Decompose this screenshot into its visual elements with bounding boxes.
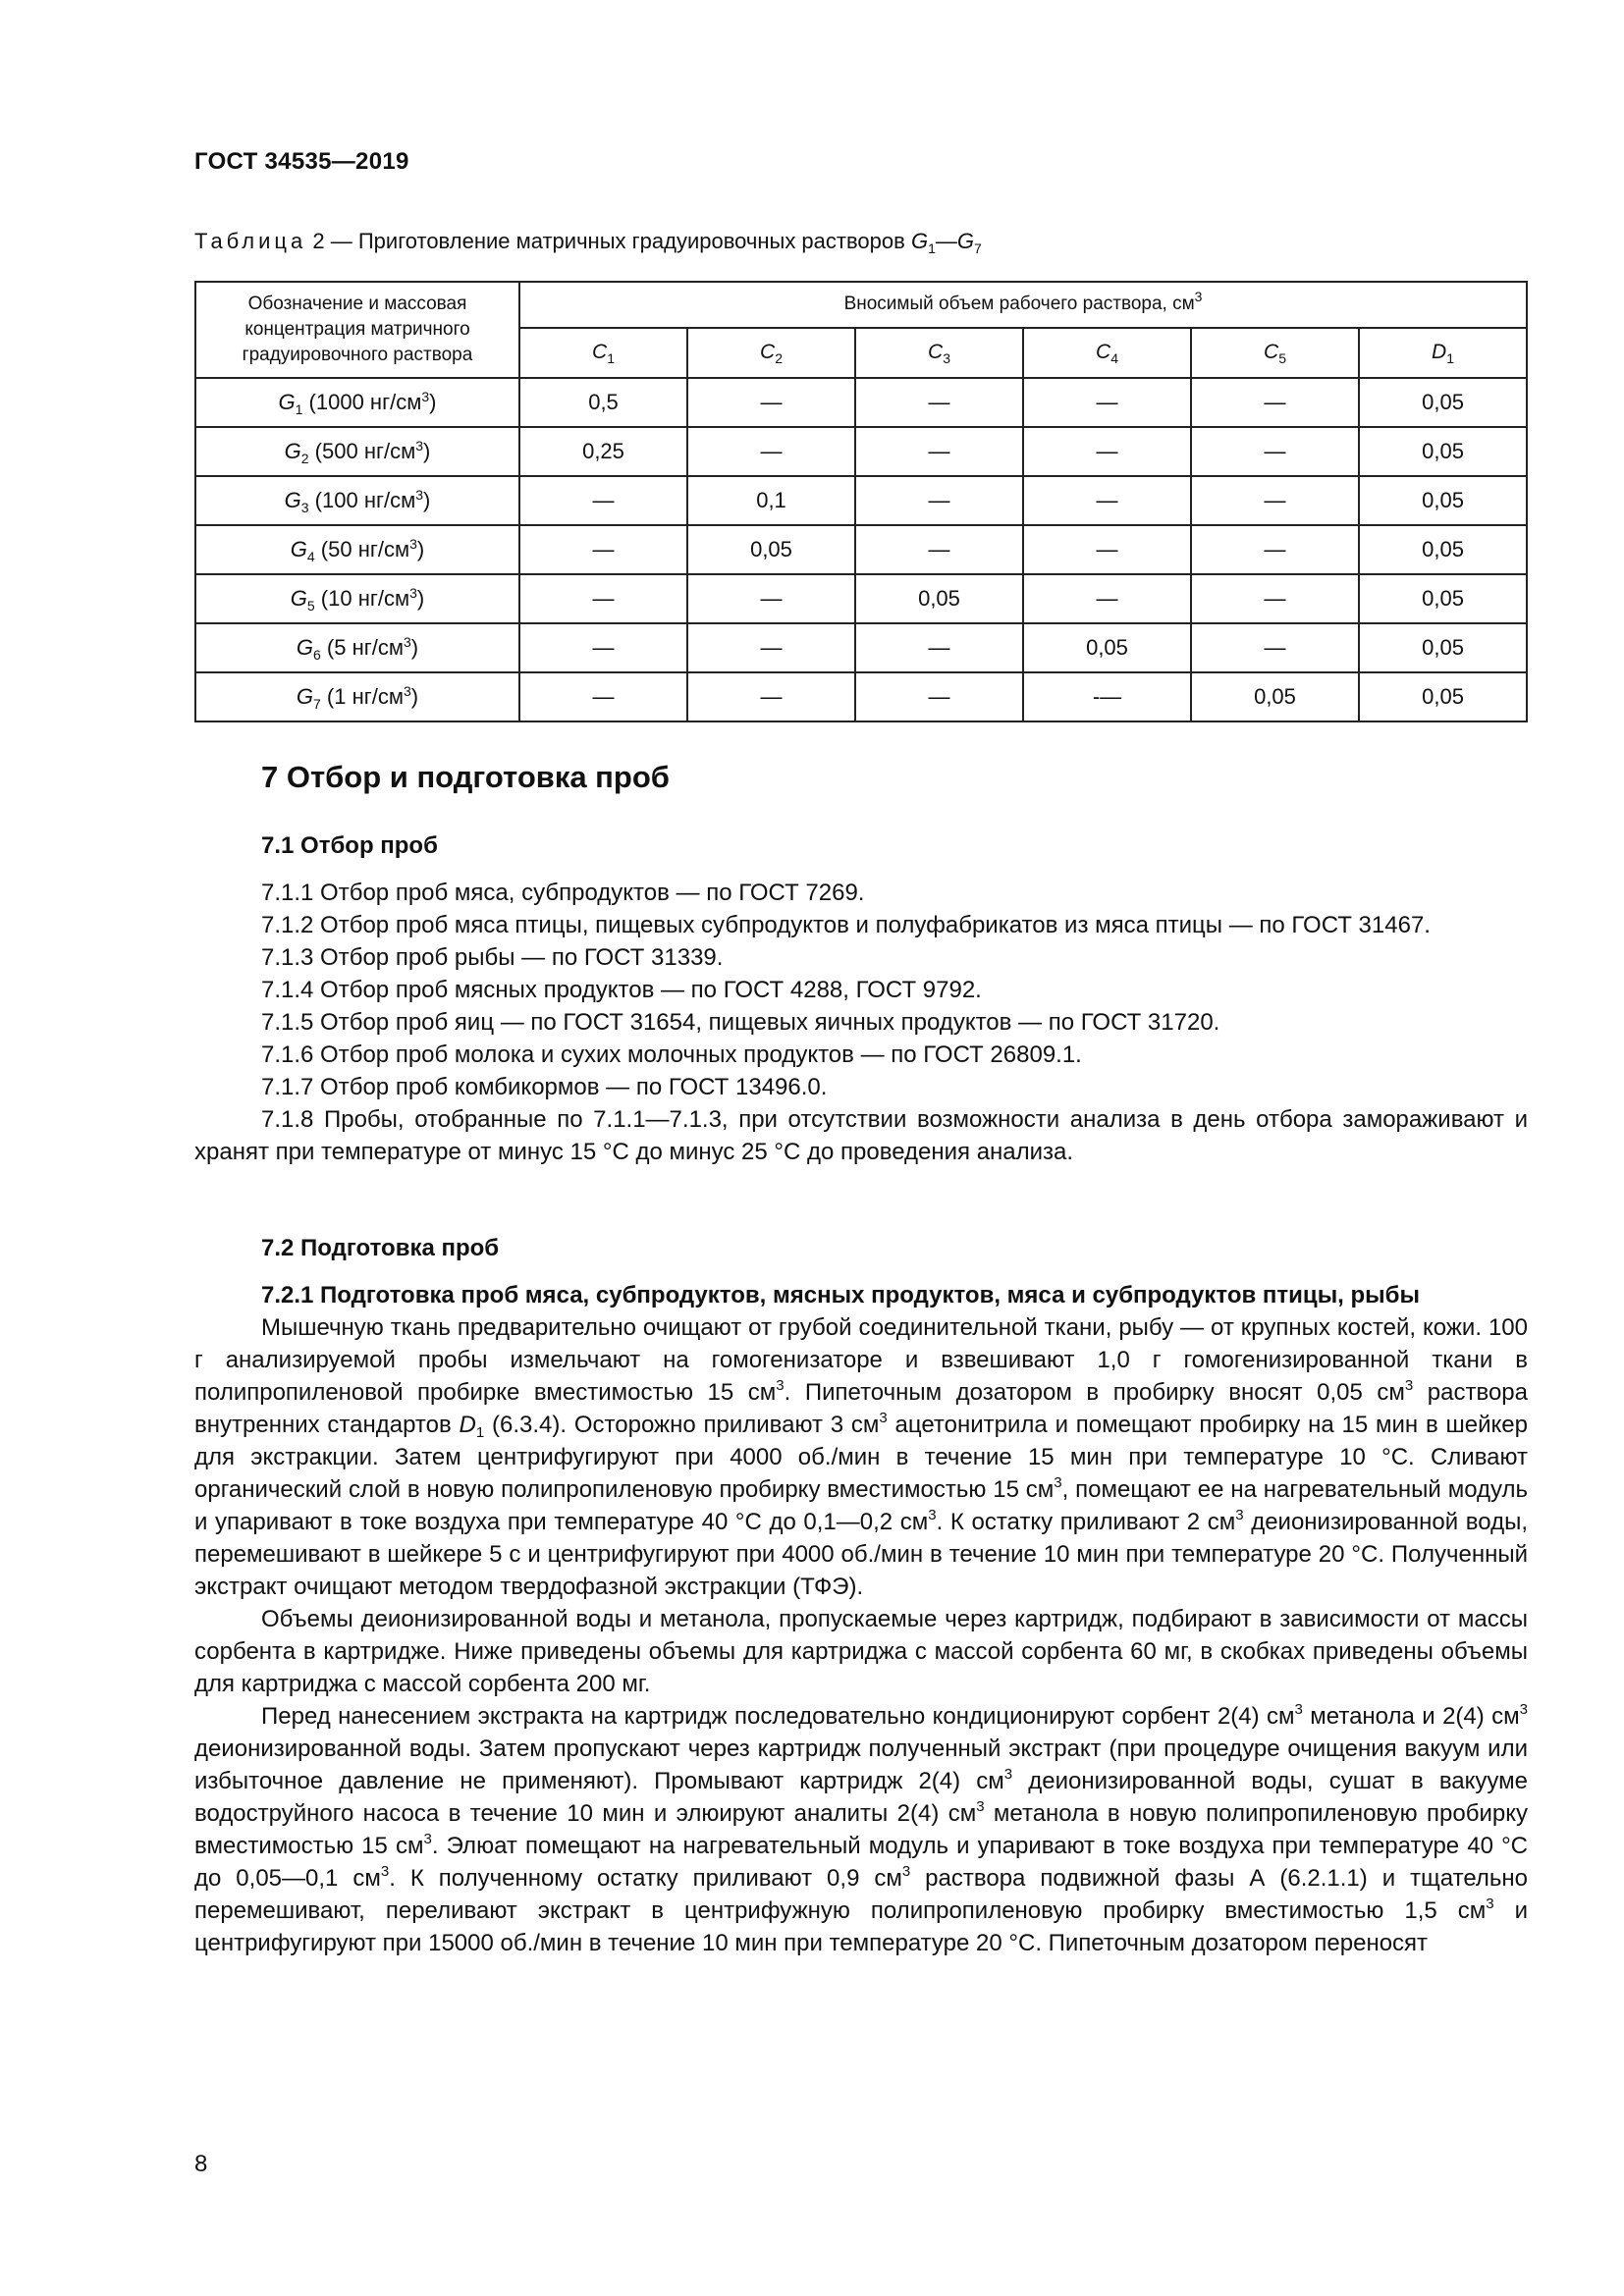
- designation-letter: G: [278, 390, 296, 414]
- paragraph-1: [194, 1311, 1528, 1603]
- table-row: [195, 623, 1527, 672]
- table-cell: —: [519, 525, 687, 574]
- table-cell: —: [855, 623, 1023, 672]
- designation-close: ): [416, 537, 425, 561]
- designation-letter: G: [290, 586, 307, 611]
- designation-unit-power: 3: [409, 585, 417, 601]
- p1-f: ацетонитрила и помещают пробирку на 15 мин в шейкер для экстракции. Затем центрифугируют при 4000 об./мин в течение 15 мин при температуре 10 °С. Сливают органический слой в новую полипропиленовую пробирку вместимостью 15 см: [194, 1412, 1528, 1503]
- subheader-col-5: [1191, 328, 1359, 378]
- table-cell: 0,05: [1359, 476, 1527, 525]
- table-caption: [194, 229, 982, 254]
- table-cell: —: [687, 427, 855, 476]
- designation-concentration: (1000 нг/см: [302, 390, 422, 414]
- p1-b: . Пипеточным дозатором в пробирку вносят 0,05 см: [784, 1379, 1405, 1406]
- p1-sup2: 3: [1404, 1377, 1414, 1394]
- p3-sup3: 3: [1003, 1766, 1013, 1783]
- section-7-title: 7 Отбор и подготовка проб: [261, 760, 670, 794]
- designation-close: ): [423, 488, 431, 512]
- table-cell: 0,05: [1359, 427, 1527, 476]
- designation-letter: G: [284, 439, 301, 463]
- item-7-1-5: 7.1.5 Отбор проб яиц — по ГОСТ 31654, пищевых яичных продуктов — по ГОСТ 31720.: [261, 1009, 1220, 1036]
- table-cell: 0,05: [1359, 623, 1527, 672]
- table-cell: —: [687, 378, 855, 427]
- subheader-letter: C: [760, 341, 776, 364]
- item-7-1-6: 7.1.6 Отбор проб молока и сухих молочных продуктов — по ГОСТ 26809.1.: [261, 1041, 1082, 1068]
- caption-dash: —: [935, 229, 957, 253]
- p1-d-letter: D: [459, 1412, 476, 1438]
- table-caption-prefix: Таблица: [194, 229, 307, 253]
- header-designation: Обозначение и массовая концентрация матричного градуировочного раствора: [195, 282, 519, 378]
- table-cell: —: [1191, 574, 1359, 623]
- item-7-1-3: 7.1.3 Отбор проб рыбы — по ГОСТ 31339.: [261, 944, 724, 971]
- designation-concentration: (500 нг/см: [308, 439, 416, 463]
- designation-index: 5: [306, 598, 315, 614]
- subheader-letter: C: [1264, 341, 1279, 364]
- designation-unit-power: 3: [404, 683, 411, 699]
- table-cell: 0,5: [519, 378, 687, 427]
- table-cell: —: [1191, 378, 1359, 427]
- header-volume: [519, 282, 1527, 328]
- table-cell: —: [1023, 525, 1191, 574]
- designation-concentration: (10 нг/см: [314, 586, 410, 611]
- paragraph-3: [194, 1700, 1528, 1959]
- subheader-letter: C: [928, 341, 944, 364]
- table-cell: 0,05: [1359, 378, 1527, 427]
- p3-g: . К полученному остатку приливают 0,9 см: [389, 1865, 902, 1892]
- p1-e: (6.3.4). Осторожно приливают 3 см: [484, 1412, 880, 1438]
- p1-sup5: 3: [928, 1507, 937, 1523]
- p3-sup4: 3: [976, 1798, 985, 1815]
- row-designation: [195, 574, 519, 623]
- item-7-1-4: 7.1.4 Отбор проб мясных продуктов — по ГОСТ 4288, ГОСТ 9792.: [261, 977, 982, 1003]
- table-cell: —: [855, 525, 1023, 574]
- p1-g: , помещают ее на нагревательный модуль и упаривают в токе воздуха при температуре 40 °С до 0,1—0,2 см: [194, 1476, 1528, 1535]
- subheader-index: 3: [943, 350, 950, 367]
- designation-close: ): [410, 635, 419, 660]
- designation-unit-power: 3: [415, 487, 424, 503]
- item-7-1-8: 7.1.8 Пробы, отобранные по 7.1.1—7.1.3, при отсутствии возможности анализа в день отбора замораживают и хранят при температуре от минус 15 °С до минус 25 °С до проведения анализа.: [194, 1106, 1528, 1165]
- calibration-table: [194, 281, 1528, 722]
- table-cell: —: [855, 427, 1023, 476]
- table-cell: 0,05: [1359, 672, 1527, 721]
- subheader-index: 1: [1446, 350, 1454, 367]
- designation-index: 6: [313, 647, 321, 663]
- table-row: [195, 525, 1527, 574]
- table-cell: —: [687, 623, 855, 672]
- paragraph-2: Объемы деионизированной воды и метанола, пропускаемые через картридж, подбирают в зависимости от массы сорбента в картридже. Ниже приведены объемы для картриджа с массой сорбента 60 мг, в скобках приведены объемы для картриджа с массой сорбента 200 мг.: [194, 1606, 1528, 1697]
- designation-concentration: (5 нг/см: [320, 635, 404, 660]
- subheader-col-2: [687, 328, 855, 378]
- row-designation: [195, 378, 519, 427]
- table-row: [195, 476, 1527, 525]
- designation-letter: G: [284, 488, 301, 512]
- designation-concentration: (1 нг/см: [320, 684, 404, 709]
- designation-unit-power: 3: [404, 634, 411, 650]
- p1-sup3: 3: [879, 1410, 888, 1426]
- document-header: ГОСТ 34535—2019: [194, 148, 409, 175]
- designation-unit-power: 3: [415, 438, 424, 454]
- section-7-1-list: [194, 877, 1528, 1168]
- caption-g7-sub: 7: [973, 240, 982, 256]
- table-cell: —: [519, 574, 687, 623]
- subheader-letter: D: [1432, 341, 1447, 364]
- subheader-col-4: [1023, 328, 1191, 378]
- designation-index: 2: [300, 451, 309, 466]
- subheader-index: 4: [1110, 350, 1118, 367]
- table-cell: 0,05: [855, 574, 1023, 623]
- table-cell: —: [1191, 525, 1359, 574]
- designation-close: ): [416, 586, 425, 611]
- p3-a: Перед нанесением экстракта на картридж последовательно кондиционируют сорбент 2(4) см: [261, 1703, 1295, 1730]
- table-cell: —: [519, 623, 687, 672]
- p3-sup7: 3: [901, 1863, 911, 1880]
- subheader-letter: C: [592, 341, 608, 364]
- table-cell: —: [1191, 476, 1359, 525]
- table-cell: —: [1191, 623, 1359, 672]
- table-cell: 0,05: [1359, 525, 1527, 574]
- designation-close: ): [429, 390, 437, 414]
- p3-f: . Элюат помещают на нагревательный модуль и упаривают в токе воздуха при температуре 40 °С до 0,05—0,1 см: [194, 1833, 1528, 1892]
- designation-index: 7: [313, 696, 321, 712]
- designation-unit-power: 3: [409, 536, 417, 552]
- row-designation: [195, 427, 519, 476]
- section-7-2-1: [194, 1279, 1528, 1959]
- p1-h: . К остатку приливают 2 см: [936, 1509, 1236, 1535]
- p3-e: метанола в новую полипропиленовую пробирку вместимостью 15 см: [194, 1800, 1528, 1859]
- subheader-letter: C: [1096, 341, 1111, 364]
- row-designation: [195, 623, 519, 672]
- table-row: [195, 378, 1527, 427]
- p3-h: раствора подвижной фазы А (6.2.1.1) и тщательно перемешивают, переливают экстракт в центрифужную полипропиленовую пробирку вместимостью 1,5 см: [194, 1865, 1528, 1924]
- subheader-col-1: [519, 328, 687, 378]
- subheader-col-6: [1359, 328, 1527, 378]
- designation-concentration: (50 нг/см: [314, 537, 410, 561]
- subheader-col-3: [855, 328, 1023, 378]
- p1-sup4: 3: [1054, 1474, 1062, 1491]
- row-designation: [195, 476, 519, 525]
- designation-concentration: (100 нг/см: [308, 488, 416, 512]
- designation-index: 1: [295, 401, 303, 417]
- table-cell: —: [519, 672, 687, 721]
- header-volume-text: Вносимый объем рабочего раствора, см: [843, 294, 1195, 315]
- p3-sup5: 3: [423, 1831, 432, 1847]
- table-cell: —: [1023, 574, 1191, 623]
- table-cell: —: [519, 476, 687, 525]
- table-cell: —: [1191, 427, 1359, 476]
- caption-g1-sub: 1: [928, 240, 936, 256]
- table-row: [195, 427, 1527, 476]
- p3-sup8: 3: [1486, 1896, 1494, 1912]
- table-caption-text: — Приготовление матричных градуировочных растворов: [324, 229, 911, 253]
- row-designation: [195, 525, 519, 574]
- table-cell: —: [1023, 427, 1191, 476]
- table-cell: —: [1023, 476, 1191, 525]
- p3-sup6: 3: [380, 1863, 390, 1880]
- designation-close: ): [423, 439, 431, 463]
- table-caption-number: 2: [312, 229, 325, 253]
- table-cell: 0,05: [1191, 672, 1359, 721]
- page-number: 8: [194, 2151, 208, 2177]
- subheader-index: 5: [1278, 350, 1286, 367]
- item-7-1-1: 7.1.1 Отбор проб мяса, субпродуктов — по ГОСТ 7269.: [261, 880, 865, 906]
- table-body: [195, 378, 1527, 721]
- designation-unit-power: 3: [421, 389, 430, 404]
- p1-c: раствора внутренних стандартов: [194, 1379, 1528, 1438]
- table-cell: 0,25: [519, 427, 687, 476]
- p1-sup6: 3: [1235, 1507, 1244, 1523]
- table-cell: -—: [1023, 672, 1191, 721]
- p1-i: деионизированной воды, перемешивают в шейкере 5 с и центрифугируют при 4000 об./мин в течение 10 мин при температуре 20 °С. Полученный экстракт очищают методом твердофазной экстракции (ТФЭ).: [194, 1509, 1528, 1600]
- p1-a: Мышечную ткань предварительно очищают от грубой соединительной ткани, рыбу — от крупных костей, кожи. 100 г анализируемой пробы измельчают на гомогенизаторе и взвешивают 1,0 г гомогенизированной ткани в полипропиленовой пробирке вместимостью 15 см: [194, 1314, 1528, 1406]
- table-cell: 0,1: [687, 476, 855, 525]
- table-cell: —: [855, 672, 1023, 721]
- p3-sup2: 3: [1519, 1701, 1528, 1718]
- designation-index: 3: [300, 500, 309, 515]
- header-volume-sup: 3: [1194, 289, 1203, 305]
- table-cell: —: [1023, 378, 1191, 427]
- designation-close: ): [410, 684, 419, 709]
- p3-sup1: 3: [1294, 1701, 1303, 1718]
- p3-i: и центрифугируют при 15000 об./мин в течение 10 мин при температуре 20 °С. Пипеточным дозатором переносят: [194, 1897, 1528, 1956]
- section-7-1-title: 7.1 Отбор проб: [261, 832, 438, 859]
- designation-letter: G: [296, 684, 313, 709]
- table-cell: 0,05: [687, 525, 855, 574]
- section-7-2-1-title: 7.2.1 Подготовка проб мяса, субпродуктов, мясных продуктов, мяса и субпродуктов птицы, рыбы: [261, 1282, 1420, 1308]
- section-7-2-title: 7.2 Подготовка проб: [261, 1235, 500, 1261]
- p3-c: деионизированной воды. Затем пропускают через картридж полученный экстракт (при процедуре очищения вакуум или избыточное давление не применяют). Промывают картридж 2(4) см: [194, 1735, 1528, 1794]
- p1-d-sub: 1: [475, 1424, 485, 1441]
- designation-index: 4: [306, 549, 315, 564]
- designation-letter: G: [296, 635, 313, 660]
- row-designation: [195, 672, 519, 721]
- designation-letter: G: [290, 537, 307, 561]
- p3-d: деионизированной воды, сушат в вакууме водоструйного насоса в течение 10 мин и элюируют аналиты 2(4) см: [194, 1768, 1529, 1827]
- subheader-index: 1: [607, 350, 615, 367]
- table-row: [195, 672, 1527, 721]
- item-7-1-2: 7.1.2 Отбор проб мяса птицы, пищевых субпродуктов и полуфабрикатов из мяса птицы — по ГОСТ 31467.: [261, 912, 1431, 938]
- item-7-1-7: 7.1.7 Отбор проб комбикормов — по ГОСТ 13496.0.: [261, 1074, 828, 1100]
- table-cell: —: [855, 476, 1023, 525]
- p1-sup1: 3: [776, 1377, 785, 1394]
- table-cell: —: [855, 378, 1023, 427]
- table-row: [195, 574, 1527, 623]
- p3-b: метанола и 2(4) см: [1302, 1703, 1520, 1730]
- table-cell: —: [687, 574, 855, 623]
- table-cell: 0,05: [1023, 623, 1191, 672]
- table-cell: —: [687, 672, 855, 721]
- caption-g1-letter: G: [910, 229, 929, 253]
- table-cell: 0,05: [1359, 574, 1527, 623]
- caption-g7-letter: G: [956, 229, 974, 253]
- subheader-index: 2: [775, 350, 783, 367]
